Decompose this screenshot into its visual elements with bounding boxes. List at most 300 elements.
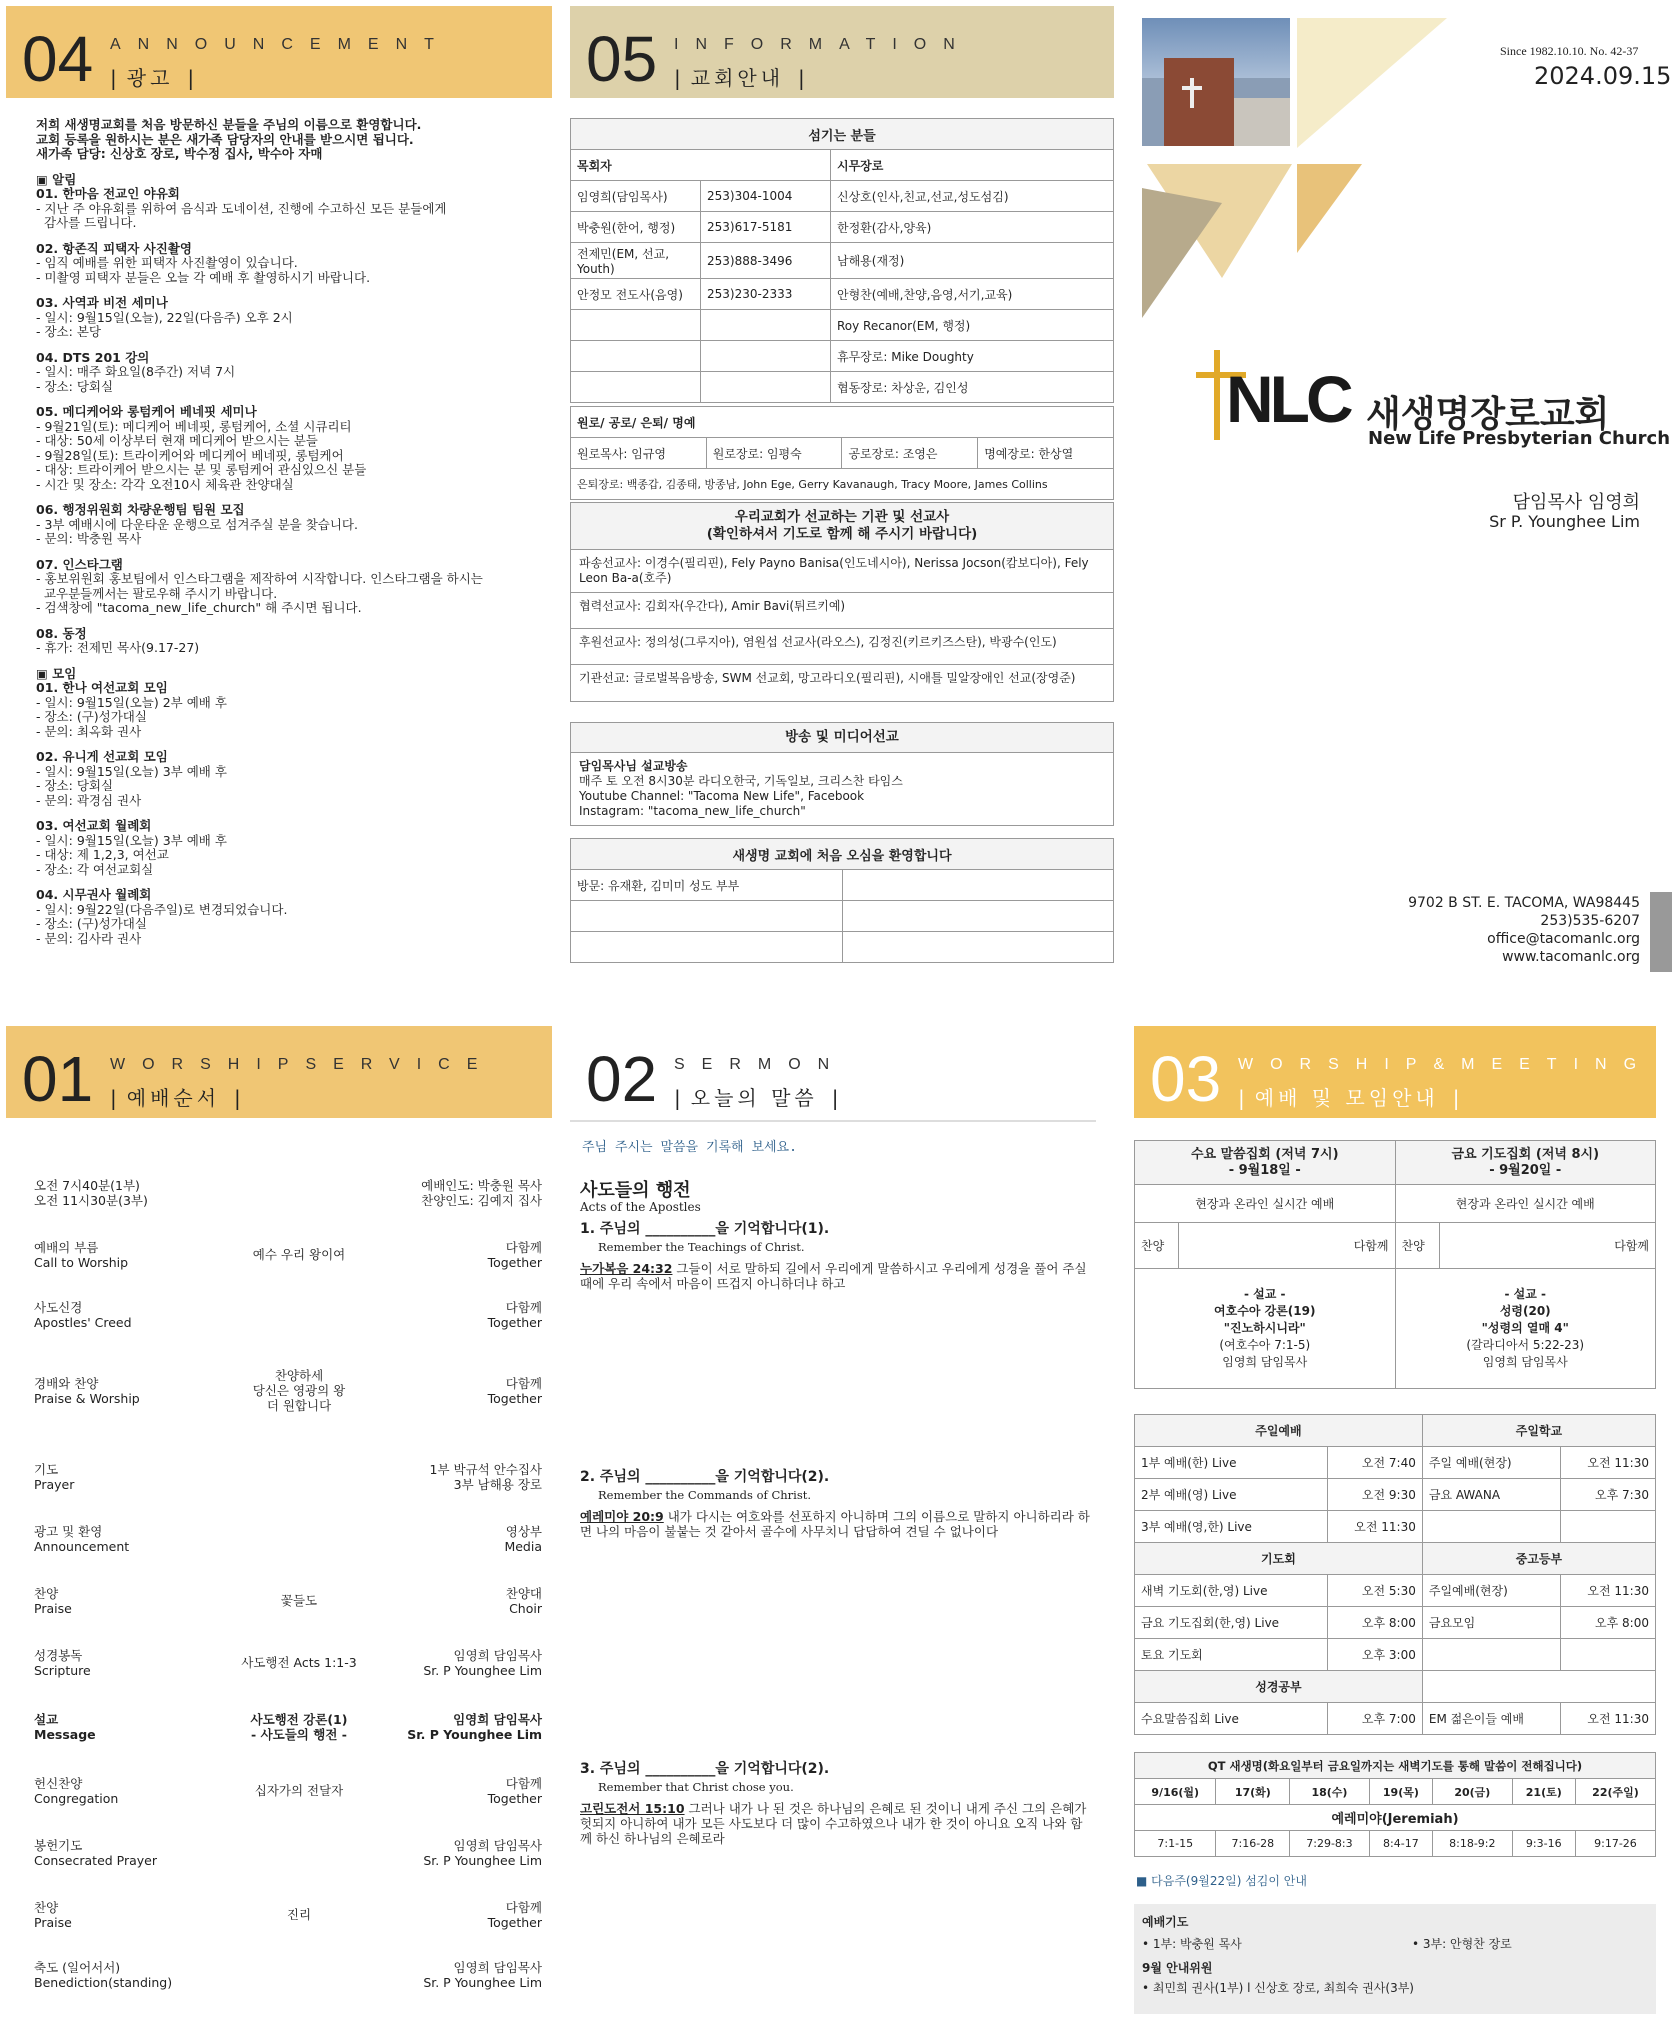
section-title-ko: | 오늘의 말씀 | (674, 1082, 842, 1111)
verse-text: 그러나 내가 나 된 것은 하나님의 은혜로 된 것이니 내게 주신 그의 은혜가 헛되지 아니하여 내가 모든 사도보다 더 많이 수고하였으나 내가 한 것이 아니요 오직 나와 함께 하신 하나님의 은혜로라 (580, 1801, 1087, 1846)
schedule-cell: 오전 11:30 (1560, 1703, 1655, 1735)
schedule-cell: 오후 8:00 (1327, 1607, 1422, 1639)
worship-item (34, 1712, 96, 1742)
fri-msg-line: 성령(20) (1499, 1304, 1551, 1318)
notice-item-title: 07. 인스타그램 (36, 556, 123, 572)
qt-day: 18(수) (1290, 1779, 1369, 1805)
worship-item-line: Praise (34, 1915, 72, 1930)
worship-item-line: Praise (34, 1601, 72, 1616)
worship-item-line: Announcement (34, 1539, 130, 1554)
worship-content (204, 1247, 394, 1262)
schedule-cell: 3부 예배(영,한) Live (1135, 1511, 1328, 1543)
qt-ref: 8:18-9:2 (1433, 1831, 1512, 1857)
worship-item-line: Scripture (34, 1663, 91, 1678)
qt-title: QT 새생명(화요일부터 금요일까지는 새벽기도를 통해 말씀이 전해집니다) (1135, 1753, 1656, 1779)
worship-leader-line: Together (487, 1791, 542, 1806)
verse-text: 그들이 서로 말하되 길에서 우리에게 말씀하시고 우리에게 성경을 풀어 주실 때에 우리 속에서 마음이 뜨겁지 아니하더냐 하고 (580, 1261, 1087, 1291)
section-number: 01 (22, 1043, 94, 1115)
schedule-cell: 주일예배(현장) (1422, 1575, 1560, 1607)
schedule-cell: 수요말씀집회 Live (1135, 1703, 1328, 1735)
worship-item-line: Prayer (34, 1477, 75, 1492)
meeting-item-detail: - 문의: 김사라 권사 (36, 930, 142, 946)
notice-item-detail: - 장소: 당회실 (36, 378, 114, 394)
service-time-1: 오전 7시40분(1부) (34, 1178, 140, 1193)
schedule-row (1135, 1511, 1656, 1543)
sermon-note: 주님 주시는 말씀을 기록해 보세요. (582, 1140, 797, 1155)
schedule-cell: 토요 기도회 (1135, 1639, 1328, 1671)
worship-item (34, 1900, 72, 1930)
notice-item-detail: - 대상: 트라이케어 받으시는 분 및 롱텀케어 관심있으신 분들 (36, 462, 367, 477)
intro-line: 교회 등록을 원하시는 분은 새가족 담당자의 안내를 받으시면 됩니다. (36, 131, 414, 147)
fri-online: 현장과 온라인 실시간 예배 (1395, 1185, 1656, 1223)
worship-item (34, 1838, 157, 1868)
notice-item-title: 02. 항존직 피택자 사진촬영 (36, 240, 192, 256)
notice-item-title: 06. 행정위원회 차량운행팀 팀원 모집 (36, 502, 245, 517)
section-title-ko: | 교회안내 | (674, 62, 809, 91)
worship-leader-line: 임영희 담임목사 (453, 1648, 542, 1663)
staff-cell (701, 341, 831, 372)
mission-row: 파송선교사: 이경수(필리핀), Fely Payno Banisa(인도네시아), Nerissa Jocson(캄보디아), Fely Leon Ba-a(호주) (571, 550, 1113, 593)
worship-item-line: Message (34, 1727, 96, 1742)
staff-row (571, 212, 1114, 243)
qt-table (1134, 1752, 1656, 1857)
emeritus-cell: 공로장로: 조영은 (842, 438, 978, 469)
meeting-item-title: 01. 한나 여선교회 모임 (36, 680, 168, 695)
schedule-cell: 금요모임 (1422, 1607, 1560, 1639)
schedule-cell (1560, 1639, 1655, 1671)
verse-ref: 고린도전서 15:10 (580, 1801, 685, 1816)
section-title-ko: | 예배순서 | (110, 1082, 245, 1111)
address-line: 9702 B ST. E. TACOMA, WA98445 (1408, 895, 1640, 911)
worship-item-line: Praise & Worship (34, 1390, 140, 1406)
staff-row (571, 341, 1114, 372)
wed-msg-line: "진노하시니라" (1223, 1321, 1306, 1335)
worship-content-line: 사도행전 강론(1) (250, 1712, 348, 1727)
emeritus-cell: 명예장로: 한상열 (978, 438, 1114, 469)
mission-row: 협력선교사: 김회자(우간다), Amir Bavi(튀르키예) (571, 593, 1113, 629)
meeting-item-detail: - 문의: 최옥화 권사 (36, 723, 142, 739)
retired-elders: 은퇴장로: 백종갑, 김종태, 방종남, John Ege, Gerry Kavanaugh, Tracy Moore, James Collins (571, 469, 1114, 500)
media-body (571, 753, 1113, 825)
welcome-table (570, 838, 1114, 963)
section-number: 02 (586, 1043, 658, 1115)
mission-row: 기관선교: 글로벌복음방송, SWM 선교회, 망고라디오(필리핀), 시애틀 밀알장애인 선교(장영준) (579, 671, 1076, 685)
notice-item (36, 627, 546, 656)
address-line: www.tacomanlc.org (1502, 949, 1640, 965)
worship-item-line: 축도 (일어서서) (34, 1960, 121, 1975)
mission-title-1: 우리교회가 선교하는 기관 및 선교사 (734, 509, 950, 525)
schedule-row (1135, 1479, 1656, 1511)
bulletin-date: 2024.09.15 (1534, 62, 1672, 90)
welcome-title: 새생명 교회에 처음 오심을 환영합니다 (571, 839, 1114, 870)
fri-praise-value: 다함께 (1439, 1223, 1656, 1269)
worship-leader-line: 다함께 (505, 1375, 542, 1391)
worship-leader-line: 1부 박규석 안수집사 (429, 1462, 542, 1477)
schedule-heading: 중고등부 (1422, 1543, 1655, 1575)
meeting-item-title: 02. 유니게 선교회 모임 (36, 749, 168, 764)
worship-item-line: 성경봉독 (34, 1648, 83, 1663)
section-title-ko: | 예배 및 모임안내 | (1238, 1082, 1463, 1111)
schedule-row (1135, 1703, 1656, 1735)
nlc-logo: NLC (1196, 350, 1316, 450)
qt-day: 19(목) (1369, 1779, 1432, 1805)
sermon-point-en: Remember the Commands of Christ. (598, 1488, 811, 1502)
worship-content (204, 1655, 394, 1670)
schedule-cell: 오전 7:40 (1327, 1447, 1422, 1479)
staff-row (571, 279, 1114, 310)
worship-leader: 예배인도: 박충원 목사 (421, 1178, 542, 1193)
notice-item (36, 558, 546, 616)
worship-order (34, 1178, 542, 2018)
wed-message (1135, 1269, 1396, 1389)
notice-item-title: 03. 사역과 비전 세미나 (36, 295, 168, 310)
schedule-cell: 오후 3:00 (1327, 1639, 1422, 1671)
schedule-heading: 주일예배 (1135, 1415, 1423, 1447)
sermon-point (580, 1470, 1090, 1539)
worship-item-line: 예배의 부름 (34, 1240, 99, 1255)
worship-leader-line: 임영희 담임목사 (453, 1712, 542, 1727)
notice-item-detail: - 장소: 본당 (36, 324, 101, 339)
meeting-item-detail: - 장소: 각 여선교회실 (36, 861, 154, 877)
notice-item-detail: - 검색창에 "tacoma_new_life_church" 해 주시면 됩니다. (36, 600, 362, 615)
schedule-cell: EM 젊은이들 예배 (1422, 1703, 1560, 1735)
worship-item (34, 1240, 128, 1270)
worship-leader (488, 1900, 542, 1930)
worship-leader-line: 임영희 담임목사 (453, 1838, 542, 1853)
wed-date: - 9월18일 - (1228, 1162, 1301, 1178)
worship-item-line: 찬양 (34, 1586, 59, 1601)
schedule-cell: 2부 예배(영) Live (1135, 1479, 1328, 1511)
schedule-heading: 기도회 (1135, 1543, 1423, 1575)
wed-title: 수요 말씀집회 (저녁 7시) (1190, 1146, 1339, 1162)
fri-date: - 9월20일 - (1489, 1162, 1562, 1178)
midweek-table (1134, 1140, 1656, 1389)
prayer-third: • 3부: 안형찬 장로 (1412, 1937, 1512, 1951)
worship-item-line: 봉헌기도 (34, 1838, 83, 1853)
section-title-ko: | 광고 | (110, 62, 198, 91)
mission-box (570, 502, 1114, 702)
schedule-cell: 오전 11:30 (1560, 1447, 1655, 1479)
schedule-row (1135, 1607, 1656, 1639)
media-line: Instagram: "tacoma_new_life_church" (579, 804, 806, 818)
staff-row (571, 181, 1114, 212)
worship-content-line: 찬양하세 (274, 1368, 324, 1383)
notice-item-detail: - 홍보위원회 홍보팀에서 인스타그램을 제작하여 시작합니다. 인스타그램을 하시는 (36, 571, 483, 586)
schedule-row (1135, 1575, 1656, 1607)
worship-leader-line: Media (504, 1539, 542, 1554)
usher-list: • 최민희 권사(1부) l 신상호 장로, 최희숙 권사(3부) (1142, 1981, 1414, 1995)
meeting-item-detail: - 일시: 9월15일(오늘) 3부 예배 후 (36, 832, 227, 848)
worship-leader-line: 찬양대 (505, 1586, 542, 1601)
service-time-2: 오전 11시30분(3부) (34, 1193, 148, 1208)
staff-cell: 남해용(재정) (831, 243, 1114, 279)
sermon-point-title: 1. 주님의 __________을 기억합니다(1). (580, 1221, 830, 1237)
next-week-box (1134, 1904, 1656, 2014)
worship-leader-line: 임영희 담임목사 (453, 1960, 542, 1975)
staff-row (571, 372, 1114, 403)
media-line: 매주 토 오전 8시30분 라디오한국, 기독일보, 크리스찬 타임스 (579, 774, 903, 788)
schedule-heading: 주일학교 (1422, 1415, 1655, 1447)
meeting-item-detail: - 일시: 9월22일(다음주일)로 변경되었습니다. (36, 901, 288, 917)
worship-leader (488, 1376, 542, 1406)
worship-leader-line: Together (487, 1390, 542, 1406)
schedule-cell: 오전 9:30 (1327, 1479, 1422, 1511)
qt-book: 예레미야(Jeremiah) (1135, 1805, 1656, 1831)
wed-praise-value: 다함께 (1179, 1223, 1396, 1269)
schedule-row (1135, 1639, 1656, 1671)
welcome-cell (571, 901, 843, 932)
notice-item (36, 351, 546, 395)
pastor-name-en: Sr P. Younghee Lim (1489, 512, 1640, 531)
worship-header (6, 1026, 552, 1118)
mission-row: 후원선교사: 정의성(그루지아), 염원섭 선교사(라오스), 김정진(키르키즈스탄), 박광수(인도) (571, 629, 1113, 665)
mission-title (571, 503, 1113, 550)
meeting-item-detail: - 문의: 곽경심 권사 (36, 792, 142, 808)
schedule-cell: 1부 예배(한) Live (1135, 1447, 1328, 1479)
announcement-body (36, 118, 546, 957)
notice-item-detail: - 대상: 50세 이상부터 현재 메디케어 받으시는 분들 (36, 433, 318, 448)
staff-title: 섬기는 분들 (571, 119, 1114, 150)
worship-content (204, 1907, 394, 1922)
welcome-cell (843, 870, 1114, 901)
schedule-cell: 새벽 기도회(한,영) Live (1135, 1575, 1328, 1607)
worship-item-line: Consecrated Prayer (34, 1853, 158, 1868)
worship-item-line: 기도 (34, 1462, 59, 1477)
worship-leader (407, 1712, 542, 1742)
church-name-ko: 새생명장로교회 (1366, 394, 1610, 435)
worship-content-line: 꽃들도 (280, 1593, 318, 1608)
schedule-cell: 오전 11:30 (1560, 1575, 1655, 1607)
emeritus-title: 원로/ 공로/ 은퇴/ 명예 (571, 407, 1114, 438)
section-number: 04 (22, 23, 94, 95)
worship-content (204, 1593, 394, 1608)
section-title-en: ANNOUNCEMENT (110, 36, 451, 53)
wed-msg-line: 임영희 담임목사 (1222, 1355, 1308, 1369)
staff-cell: 253)617-5181 (701, 212, 831, 243)
worship-leader-line: Together (487, 1315, 542, 1330)
worship-item-line: Call to Worship (34, 1255, 129, 1270)
notice-item-detail: 감사를 드립니다. (36, 215, 137, 230)
qt-ref: 7:16-28 (1216, 1831, 1290, 1857)
staff-cell: 임영희(담임목사) (571, 181, 701, 212)
meeting-item (36, 750, 546, 808)
qt-day: 17(화) (1216, 1779, 1290, 1805)
section-number: 05 (586, 23, 658, 95)
verse-ref: 누가복음 24:32 (580, 1261, 673, 1276)
fri-msg-line: (갈라디아서 5:22-23) (1466, 1338, 1585, 1352)
emeritus-table (570, 406, 1114, 500)
worship-content-line: - 사도들의 행전 - (251, 1727, 347, 1742)
section-title-en: INFORMATION (674, 36, 972, 53)
side-bar (1650, 892, 1672, 972)
meeting-header (1134, 1026, 1656, 1118)
worship-leader-line: 다함께 (505, 1900, 542, 1915)
staff-cell: 안정모 전도사(음영) (571, 279, 701, 310)
wed-online: 현장과 온라인 실시간 예배 (1135, 1185, 1396, 1223)
notice-item (36, 405, 546, 492)
sermon-header (570, 1026, 1096, 1118)
staff-cell (571, 341, 701, 372)
worship-content-line: 예수 우리 왕이여 (252, 1247, 346, 1262)
qt-day: 21(토) (1512, 1779, 1575, 1805)
staff-cell: Roy Recanor(EM, 행정) (831, 310, 1114, 341)
staff-cell (571, 310, 701, 341)
sermon-verse (580, 1509, 1090, 1539)
qt-day: 20(금) (1433, 1779, 1512, 1805)
wed-msg-line: - 설교 - (1243, 1287, 1286, 1301)
schedule-cell (1560, 1511, 1655, 1543)
col-elder: 시무장로 (831, 150, 1114, 181)
schedule-cell: 오전 5:30 (1327, 1575, 1422, 1607)
meeting-item (36, 888, 546, 946)
sermon-point (580, 1762, 1090, 1846)
worship-content (204, 1783, 394, 1798)
worship-item-line: 경배와 찬양 (34, 1375, 99, 1391)
intro-block (36, 118, 546, 162)
staff-cell: 안형찬(예배,찬양,음영,서기,교육) (831, 279, 1114, 310)
staff-row (571, 243, 1114, 279)
sermon-point-title: 2. 주님의 __________을 기억합니다(2). (580, 1469, 830, 1485)
schedule-cell: 주일 예배(현장) (1422, 1447, 1560, 1479)
worship-content-line: 당신은 영광의 왕 (252, 1383, 346, 1398)
notice-item-detail: - 9월21일(토): 메디케어 베네핏, 롱텀케어, 소셜 시큐리티 (36, 418, 352, 434)
worship-item (34, 1376, 140, 1406)
section-title-en: WORSHIP&MEETING (1238, 1056, 1654, 1073)
media-title: 방송 및 미디어선교 (571, 723, 1113, 753)
welcome-cell (571, 932, 843, 963)
fri-praise-label: 찬양 (1395, 1223, 1439, 1269)
worship-leader-line: 3부 남해용 장로 (453, 1477, 542, 1492)
qt-ref: 9:17-26 (1575, 1831, 1655, 1857)
notice-item-detail: - 임직 예배를 위한 피택자 사진촬영이 있습니다. (36, 255, 298, 270)
staff-row (571, 310, 1114, 341)
schedule-cell: 오후 7:00 (1327, 1703, 1422, 1735)
qt-day: 9/16(월) (1135, 1779, 1216, 1805)
notice-item-detail: - 일시: 매주 화요일(8주간) 저녁 7시 (36, 364, 236, 379)
fri-msg-line: 임영희 담임목사 (1482, 1355, 1568, 1369)
sermon-title: 사도들의 행전 (580, 1180, 691, 1201)
church-address (1340, 894, 1640, 966)
media-line: Youtube Channel: "Tacoma New Life", Facebook (579, 789, 865, 803)
notice-item-detail: - 일시: 9월15일(오늘), 22일(다음주) 오후 2시 (36, 309, 293, 325)
meeting-item-detail: - 장소: 당회실 (36, 778, 114, 793)
col-pastor: 목회자 (571, 150, 831, 181)
worship-item (34, 1960, 172, 1990)
worship-leader-line: 영상부 (505, 1524, 542, 1539)
worship-leader (488, 1776, 542, 1806)
address-line: office@tacomanlc.org (1487, 931, 1640, 947)
wed-msg-line: 여호수아 강론(19) (1214, 1304, 1316, 1318)
sermon-verse (580, 1261, 1090, 1291)
media-line: 담임목사님 설교방송 (579, 759, 688, 773)
section-title-en: WORSHIPSERVICE (110, 1056, 495, 1073)
staff-cell: 253)230-2333 (701, 279, 831, 310)
media-box (570, 722, 1114, 826)
next-week-note: ■ 다음주(9월22일) 섬김이 안내 (1136, 1874, 1307, 1888)
church-name-en: New Life Presbyterian Church (1368, 428, 1671, 449)
welcome-cell: 방문: 유재환, 김미미 성도 부부 (571, 870, 843, 901)
worship-leader-line: 다함께 (505, 1776, 542, 1791)
meeting-item-detail: - 장소: (구)성가대실 (36, 916, 147, 931)
meeting-item (36, 681, 546, 739)
meeting-item-detail: - 장소: (구)성가대실 (36, 709, 147, 724)
schedule-cell (1422, 1639, 1560, 1671)
worship-item (34, 1300, 132, 1330)
section-title-en: SERMON (674, 1056, 847, 1073)
sermon-title-en: Acts of the Apostles (580, 1200, 701, 1214)
emeritus-cell: 원로목사: 임규영 (571, 438, 707, 469)
verse-text: 내가 다시는 여호와를 선포하지 아니하며 그의 이름으로 말하지 아니하리라 하면 나의 마음이 불붙는 것 같아서 골수에 사무치니 답답하여 견딜 수 없나이다 (580, 1509, 1090, 1539)
worship-item (34, 1776, 118, 1806)
usher-label: 9월 안내위원 (1142, 1961, 1213, 1975)
staff-cell: 253)304-1004 (701, 181, 831, 212)
notice-item-detail: - 9월28일(토): 트라이케어와 메디케어 베네핏, 롱텀케어 (36, 447, 344, 463)
meeting-item-detail: - 일시: 9월15일(오늘) 2부 예배 후 (36, 694, 227, 710)
praise-leader: 찬양인도: 김예지 집사 (421, 1193, 542, 1208)
information-header (570, 6, 1114, 98)
worship-item (34, 1524, 129, 1554)
schedule-cell: 오후 7:30 (1560, 1479, 1655, 1511)
worship-leader (488, 1240, 542, 1270)
worship-item (34, 1648, 91, 1678)
notice-item-detail: 교우분들께서는 팔로우해 주시기 바랍니다. (36, 585, 278, 601)
schedule-cell (1422, 1511, 1560, 1543)
sermon-point-title: 3. 주님의 __________을 기억합니다(2). (580, 1761, 830, 1777)
sermon-verse (580, 1801, 1090, 1846)
qt-ref: 8:4-17 (1369, 1831, 1432, 1857)
staff-cell (701, 310, 831, 341)
worship-item-line: 헌신찬양 (34, 1776, 83, 1791)
staff-cell: 한정환(감사,양육) (831, 212, 1114, 243)
worship-content (204, 1368, 394, 1413)
qt-day: 22(주일) (1575, 1779, 1655, 1805)
mission-title-2: (확인하셔서 기도로 함께 해 주시기 바랍니다) (706, 526, 978, 542)
worship-leader-line: Sr. P Younghee Lim (407, 1727, 542, 1742)
worship-leader (423, 1838, 542, 1868)
staff-cell: 박충원(한어, 행정) (571, 212, 701, 243)
qt-ref: 7:1-15 (1135, 1831, 1216, 1857)
worship-leader (506, 1586, 542, 1616)
worship-item (34, 1586, 72, 1616)
meeting-item (36, 819, 546, 877)
schedule-cell: 오전 11:30 (1327, 1511, 1422, 1543)
worship-leader (488, 1300, 542, 1330)
staff-cell (571, 372, 701, 403)
welcome-cell (843, 901, 1114, 932)
cover-triangles (1142, 18, 1452, 318)
section-number: 03 (1150, 1043, 1222, 1115)
worship-leader-line: Sr. P Younghee Lim (423, 1663, 542, 1678)
notice-item (36, 296, 546, 340)
worship-leader-line: Together (487, 1255, 542, 1270)
worship-item-line: 설교 (34, 1712, 59, 1727)
worship-content-line: 사도행전 Acts 1:1-3 (241, 1655, 357, 1670)
pastor-name-ko: 담임목사 임영희 (1512, 492, 1640, 513)
worship-content (204, 1712, 394, 1742)
worship-item (34, 1462, 74, 1492)
staff-cell (701, 372, 831, 403)
fri-message (1395, 1269, 1656, 1389)
staff-cell: 휴무장로: Mike Doughty (831, 341, 1114, 372)
schedule-cell: 금요 AWANA (1422, 1479, 1560, 1511)
wed-msg-line: (여호수아 7:1-5) (1219, 1338, 1311, 1352)
schedule-heading (1422, 1671, 1655, 1703)
worship-leader (423, 1960, 542, 1990)
worship-leader-line: Sr. P Younghee Lim (423, 1853, 542, 1868)
notice-item-detail: - 미촬영 피택자 분들은 오늘 각 예배 후 촬영하시기 바랍니다. (36, 269, 371, 285)
notice-item-detail: - 시간 및 장소: 각각 오전10시 체육관 찬양대실 (36, 476, 294, 492)
notice-item (36, 242, 546, 286)
